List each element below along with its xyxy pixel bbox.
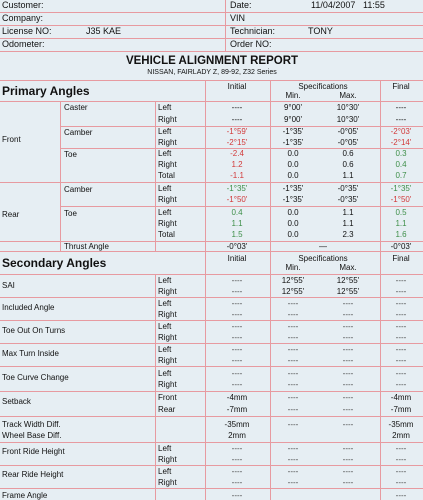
sai-left-label: Left [158,276,172,285]
max-turn-label: Max Turn Inside [2,349,59,358]
front-ride-left-label: Left [158,444,172,453]
thrust-angle-label: Thrust Angle [64,242,109,251]
max-turn-right-initial: ---- [231,356,243,365]
toe-curve-left-final: ---- [395,369,407,378]
front-ride-right-label: Right [158,455,177,464]
setback-rear-final: -7mm [390,405,412,414]
rear-ride-left-max: ---- [342,467,354,476]
toe-out-right-label: Right [158,333,177,342]
caster-right-min: 9°00' [283,115,303,124]
max-turn-left-min: ---- [287,345,299,354]
rear-toe-left-final: 0.5 [395,208,407,217]
rear-toe-label: Toe [64,209,77,218]
front-camber-left-label: Left [158,127,172,136]
front-ride-left-initial: ---- [231,444,243,453]
sai-right-max: 12°55' [336,287,360,296]
primary-final-header: Final [392,82,410,91]
rear-camber-left-label: Left [158,184,172,193]
rear-ride-right-min: ---- [287,478,299,487]
rear-toe-right-final: 1.1 [395,219,407,228]
toe-curve-right-initial: ---- [231,380,243,389]
front-toe-right-final: 0.4 [395,160,407,169]
rear-ride-left-final: ---- [395,467,407,476]
front-camber-right-max: -0°05' [337,138,359,147]
setback-rear-max: ---- [342,405,354,414]
setback-front-min: ---- [287,393,299,402]
included-right-min: ---- [287,310,299,319]
rear-ride-height-label: Rear Ride Height [2,470,64,479]
caster-right-final: ---- [395,115,407,124]
rear-toe-right-max: 1.1 [342,219,354,228]
rear-camber-label: Camber [64,185,93,194]
wheel-base-initial: 2mm [228,431,246,440]
max-turn-left-initial: ---- [231,345,243,354]
caster-left-max: 10°30' [336,103,360,112]
front-toe-left-final: 0.3 [395,149,407,158]
secondary-spec-header: Specifications [298,254,348,263]
caster-right-label: Right [158,115,177,124]
toe-curve-left-min: ---- [287,369,299,378]
front-toe-left-label: Left [158,149,172,158]
order-label: Order NO: [230,39,272,49]
sai-right-label: Right [158,287,177,296]
front-toe-left-max: 0.6 [342,149,354,158]
company-label: Company: [2,13,44,23]
technician-label: Technician: [230,26,276,36]
rear-toe-right-label: Right [158,219,177,228]
included-right-initial: ---- [231,310,243,319]
front-toe-right-min: 0.0 [287,160,299,169]
front-toe-total-min: 0.0 [287,171,299,180]
toe-curve-right-final: ---- [395,380,407,389]
front-toe-label: Toe [64,150,77,159]
toe-out-left-max: ---- [342,322,354,331]
front-ride-height-label: Front Ride Height [2,447,65,456]
primary-spec-header: Specifications [298,82,348,91]
rear-camber-right-min: -1°35' [282,195,304,204]
front-camber-left-max: -0°05' [337,127,359,136]
front-camber-right-label: Right [158,138,177,147]
rear-camber-right-final: -1°50' [390,195,412,204]
sai-right-final: ---- [395,287,407,296]
included-right-max: ---- [342,310,354,319]
toe-out-right-final: ---- [395,333,407,342]
thrust-spec: — [319,242,327,251]
customer-label: Customer: [2,0,44,10]
toe-curve-right-label: Right [158,380,177,389]
max-turn-left-final: ---- [395,345,407,354]
secondary-angles-title: Secondary Angles [2,256,107,270]
caster-left-initial: ---- [231,103,243,112]
rear-camber-left-initial: -1°35' [226,184,248,193]
included-left-max: ---- [342,299,354,308]
vin-label: VIN [230,13,246,23]
frame-angle-initial: ---- [231,491,243,500]
license-label: License NO: [2,26,52,36]
track-width-max: ---- [342,420,354,429]
rear-camber-right-label: Right [158,195,177,204]
front-label: Front [2,135,21,144]
track-width-label: Track Width Diff. [2,420,61,429]
max-turn-left-max: ---- [342,345,354,354]
front-camber-right-min: -1°35' [282,138,304,147]
wheel-base-label: Wheel Base Diff. [2,431,62,440]
secondary-min-header: Min. [285,263,301,272]
toe-curve-left-label: Left [158,369,172,378]
report-title: VEHICLE ALIGNMENT REPORT [125,55,299,67]
frame-angle-label: Frame Angle [2,491,48,500]
front-toe-left-min: 0.0 [287,149,299,158]
sai-label: SAI [2,281,15,290]
max-turn-right-min: ---- [287,356,299,365]
sai-right-min: 12°55' [281,287,305,296]
primary-max-header: Max. [339,91,357,100]
included-angle-label: Included Angle [2,303,55,312]
setback-label: Setback [2,397,31,406]
rear-ride-right-initial: ---- [231,478,243,487]
caster-left-final: ---- [395,103,407,112]
toe-out-label: Toe Out On Turns [2,326,66,335]
rear-toe-left-max: 1.1 [342,208,354,217]
rear-toe-total-initial: 1.5 [231,230,243,239]
caster-right-initial: ---- [231,115,243,124]
rear-ride-left-min: ---- [287,467,299,476]
secondary-max-header: Max. [339,263,357,272]
toe-out-left-final: ---- [395,322,407,331]
date-label: Date: [230,0,252,10]
included-right-final: ---- [395,310,407,319]
front-camber-label: Camber [64,128,93,137]
rear-camber-left-min: -1°35' [282,184,304,193]
toe-curve-label: Toe Curve Change [2,373,69,382]
frame-angle-final: ---- [395,491,407,500]
rear-ride-right-max: ---- [342,478,354,487]
front-ride-right-final: ---- [395,455,407,464]
front-toe-right-label: Right [158,160,177,169]
front-camber-left-final: -2°03' [390,127,412,136]
included-right-label: Right [158,310,177,319]
toe-out-right-initial: ---- [231,333,243,342]
toe-out-left-min: ---- [287,322,299,331]
max-turn-left-label: Left [158,345,172,354]
front-ride-left-final: ---- [395,444,407,453]
toe-out-right-min: ---- [287,333,299,342]
rear-toe-right-initial: 1.1 [231,219,243,228]
rear-camber-right-initial: -1°50' [226,195,248,204]
caster-left-min: 9°00' [283,103,303,112]
report-subtitle: NISSAN, FAIRLADY Z, 89-92, Z32 Series [147,69,277,76]
front-ride-right-initial: ---- [231,455,243,464]
front-toe-total-label: Total [158,171,175,180]
time-value: 11:55 [363,0,385,10]
thrust-initial: -0°03' [226,242,248,251]
primary-initial-header: Initial [227,82,247,91]
toe-curve-left-initial: ---- [231,369,243,378]
caster-label: Caster [64,103,88,112]
front-camber-left-min: -1°35' [282,127,304,136]
rear-camber-left-max: -0°35' [337,184,359,193]
toe-out-left-label: Left [158,322,172,331]
max-turn-right-label: Right [158,356,177,365]
front-toe-total-initial: -1.1 [230,171,244,180]
sai-left-max: 12°55' [336,276,360,285]
sai-left-min: 12°55' [281,276,305,285]
setback-rear-initial: -7mm [226,405,248,414]
front-toe-total-max: 1.1 [342,171,354,180]
rear-ride-right-label: Right [158,478,177,487]
max-turn-right-max: ---- [342,356,354,365]
included-left-label: Left [158,299,172,308]
rear-toe-left-min: 0.0 [287,208,299,217]
setback-rear-label: Rear [158,405,176,414]
track-width-final: -35mm [388,420,414,429]
rear-ride-right-final: ---- [395,478,407,487]
rear-toe-total-max: 2.3 [342,230,354,239]
front-camber-left-initial: -1°59' [226,127,248,136]
included-left-final: ---- [395,299,407,308]
rear-toe-left-label: Left [158,208,172,217]
front-camber-right-final: -2°14' [390,138,412,147]
rear-ride-left-label: Left [158,467,172,476]
rear-toe-total-final: 1.6 [395,230,407,239]
rear-toe-total-label: Total [158,230,175,239]
front-camber-right-initial: -2°15' [226,138,248,147]
odometer-label: Odometer: [2,39,45,49]
sai-left-final: ---- [395,276,407,285]
front-ride-right-max: ---- [342,455,354,464]
front-toe-total-final: 0.7 [395,171,407,180]
front-toe-left-initial: -2.4 [230,149,244,158]
included-left-min: ---- [287,299,299,308]
included-left-initial: ---- [231,299,243,308]
setback-rear-min: ---- [287,405,299,414]
front-ride-right-min: ---- [287,455,299,464]
thrust-final: -0°03' [390,242,412,251]
secondary-initial-header: Initial [227,254,247,263]
setback-front-initial: -4mm [226,393,248,402]
caster-left-label: Left [158,103,172,112]
secondary-final-header: Final [392,254,410,263]
track-width-min: ---- [287,420,299,429]
toe-curve-right-min: ---- [287,380,299,389]
front-toe-right-initial: 1.2 [231,160,243,169]
primary-min-header: Min. [285,91,301,100]
rear-camber-left-final: -1°35' [390,184,412,193]
front-toe-right-max: 0.6 [342,160,354,169]
setback-front-label: Front [158,393,177,402]
toe-curve-left-max: ---- [342,369,354,378]
primary-angles-title: Primary Angles [2,84,90,98]
technician-value: TONY [308,26,333,36]
track-width-initial: -35mm [224,420,250,429]
rear-toe-right-min: 0.0 [287,219,299,228]
rear-toe-left-initial: 0.4 [231,208,243,217]
caster-right-max: 10°30' [336,115,360,124]
license-value: J35 KAE [86,26,122,36]
rear-ride-left-initial: ---- [231,467,243,476]
front-ride-left-min: ---- [287,444,299,453]
wheel-base-final: 2mm [392,431,410,440]
rear-label: Rear [2,210,20,219]
setback-front-final: -4mm [390,393,412,402]
sai-left-initial: ---- [231,276,243,285]
rear-toe-total-min: 0.0 [287,230,299,239]
max-turn-right-final: ---- [395,356,407,365]
rear-camber-right-max: -0°35' [337,195,359,204]
toe-out-right-max: ---- [342,333,354,342]
sai-right-initial: ---- [231,287,243,296]
toe-curve-right-max: ---- [342,380,354,389]
front-ride-left-max: ---- [342,444,354,453]
setback-front-max: ---- [342,393,354,402]
toe-out-left-initial: ---- [231,322,243,331]
date-value: 11/04/2007 [311,0,356,10]
